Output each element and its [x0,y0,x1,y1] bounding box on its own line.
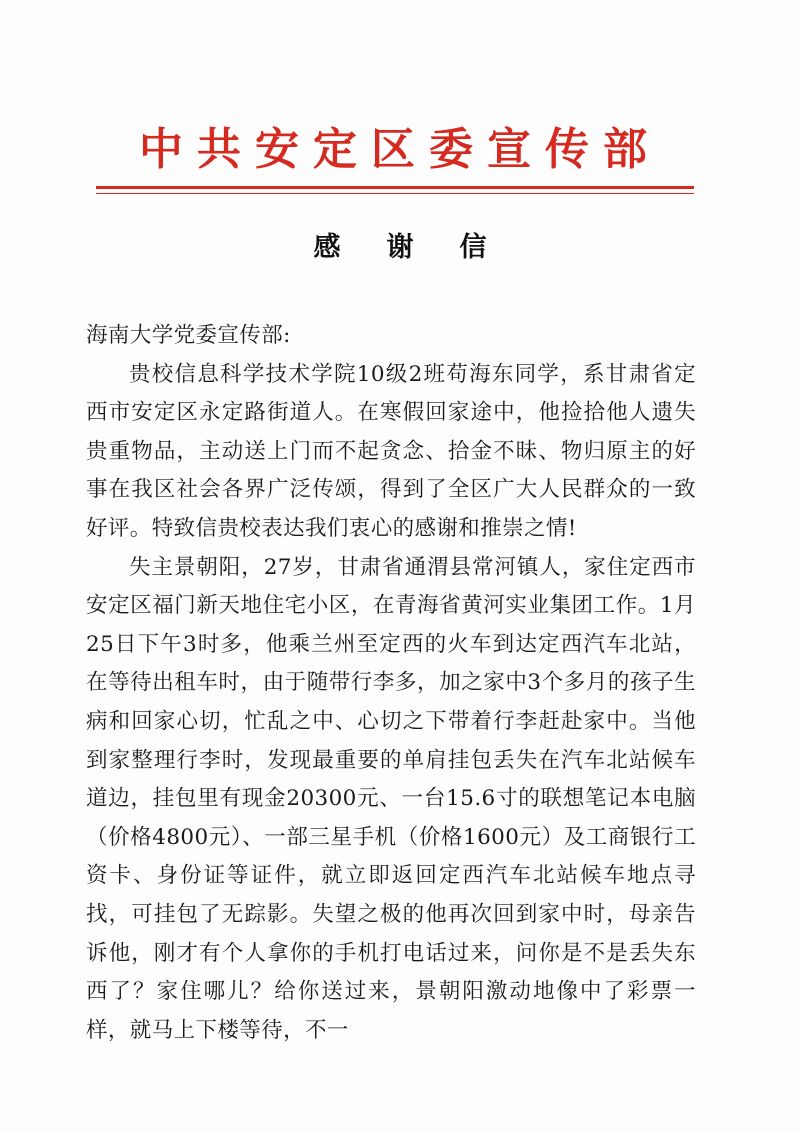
letter-salutation: 海南大学党委宣传部: [86,323,291,348]
letter-title: 感谢信 [313,232,533,263]
letter-paragraph-1: 贵校信息科学技术学院10级2班苟海东同学，系甘肃省定西市安定区永定路街道人。在寒假回家途中，他捡拾他人遗失贵重物品，主动送上门而不起贪念、拾金不昧、物归原主的好事在我区社会各界广泛传颂，得到了全区广大人民群众的一致好评。特致信贵校表达我们衷心的感谢和推崇之情! [86,361,696,541]
letterhead-red-rule-thin [96,193,694,194]
letterhead-red-rule-thick [96,186,694,189]
letterhead-org-name: 中共安定区委宣传部 [139,124,661,175]
letter-body [86,317,696,1050]
letter-paragraph-2: 失主景朝阳，27岁，甘肃省通渭县常河镇人，家住定西市安定区福门新天地住宅小区，在青海省黄河实业集团工作。1月25日下午3时多，他乘兰州至定西的火车到达定西汽车北站，在等待出租车时，由于随带行李多，加之家中3个多月的孩子生病和回家心切，忙乱之中、心切之下带着行李赶赴家中。当他到家整理行李时，发现最重要的单肩挂包丢失在汽车北站候车道边，挂包里有现金20300元、一台15.6寸的联想笔记本电脑（价格4800元）、一部三星手机（价格1600元）及工商银行工资卡、身份证等证件，就立即返回定西汽车北站候车地点寻找，可挂包了无踪影。失望之极的他再次回到家中时，母亲告诉他，刚才有个人拿你的手机打电话过来，问你是不是丢失东西了？家住哪儿？给你送过来，景朝阳激动地像中了彩票一样，就马上下楼等待，不一 [86,554,696,1043]
